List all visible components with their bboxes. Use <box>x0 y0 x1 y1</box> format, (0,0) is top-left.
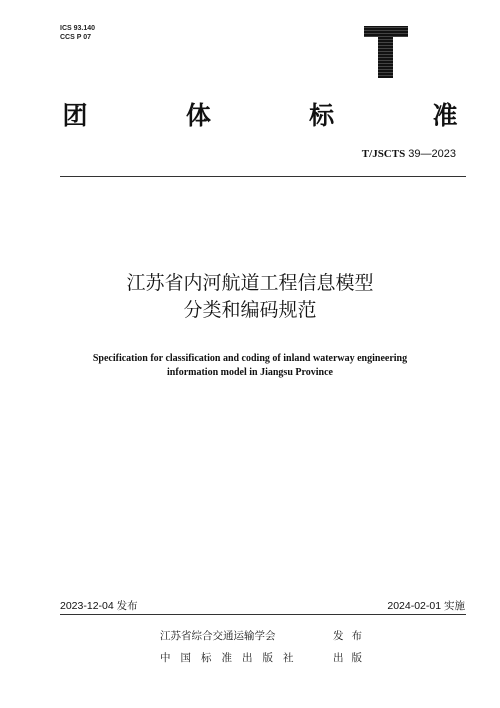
chinese-title-line-1: 江苏省内河航道工程信息模型 <box>126 272 374 294</box>
t-standard-logo <box>364 26 408 78</box>
chinese-title-line-2: 分类和编码规范 <box>183 299 317 321</box>
top-divider <box>60 176 466 177</box>
english-title-line-1: Specification for classification and coding of inland waterway engineering <box>92 353 408 364</box>
issuing-organization: 江苏省综合交通运输学会 <box>160 630 276 642</box>
category-char-3: 标 <box>309 101 335 130</box>
ccs-code: CCS P 07 <box>60 34 91 41</box>
document-category <box>60 96 460 132</box>
english-title <box>40 352 460 380</box>
publish-action: 出版 <box>333 652 370 664</box>
bottom-divider <box>60 614 466 615</box>
standard-number <box>362 148 456 160</box>
implementation-date: 2024-02-01 实施 <box>387 600 465 612</box>
standard-code: T/JSCTS <box>361 148 406 160</box>
chinese-title <box>0 270 500 324</box>
category-char-4: 准 <box>432 101 458 130</box>
issue-date: 2023-12-04 发布 <box>60 600 138 612</box>
standard-year: 39—2023 <box>408 148 456 160</box>
classification-codes <box>60 24 95 42</box>
ics-code: ICS 93.140 <box>60 25 96 32</box>
issue-action: 发布 <box>333 630 370 642</box>
category-char-2: 体 <box>185 101 211 130</box>
publishing-house: 中国标准出版社 <box>160 652 304 664</box>
category-char-1: 团 <box>62 101 88 130</box>
english-title-line-2: information model in Jiangsu Province <box>167 367 333 378</box>
